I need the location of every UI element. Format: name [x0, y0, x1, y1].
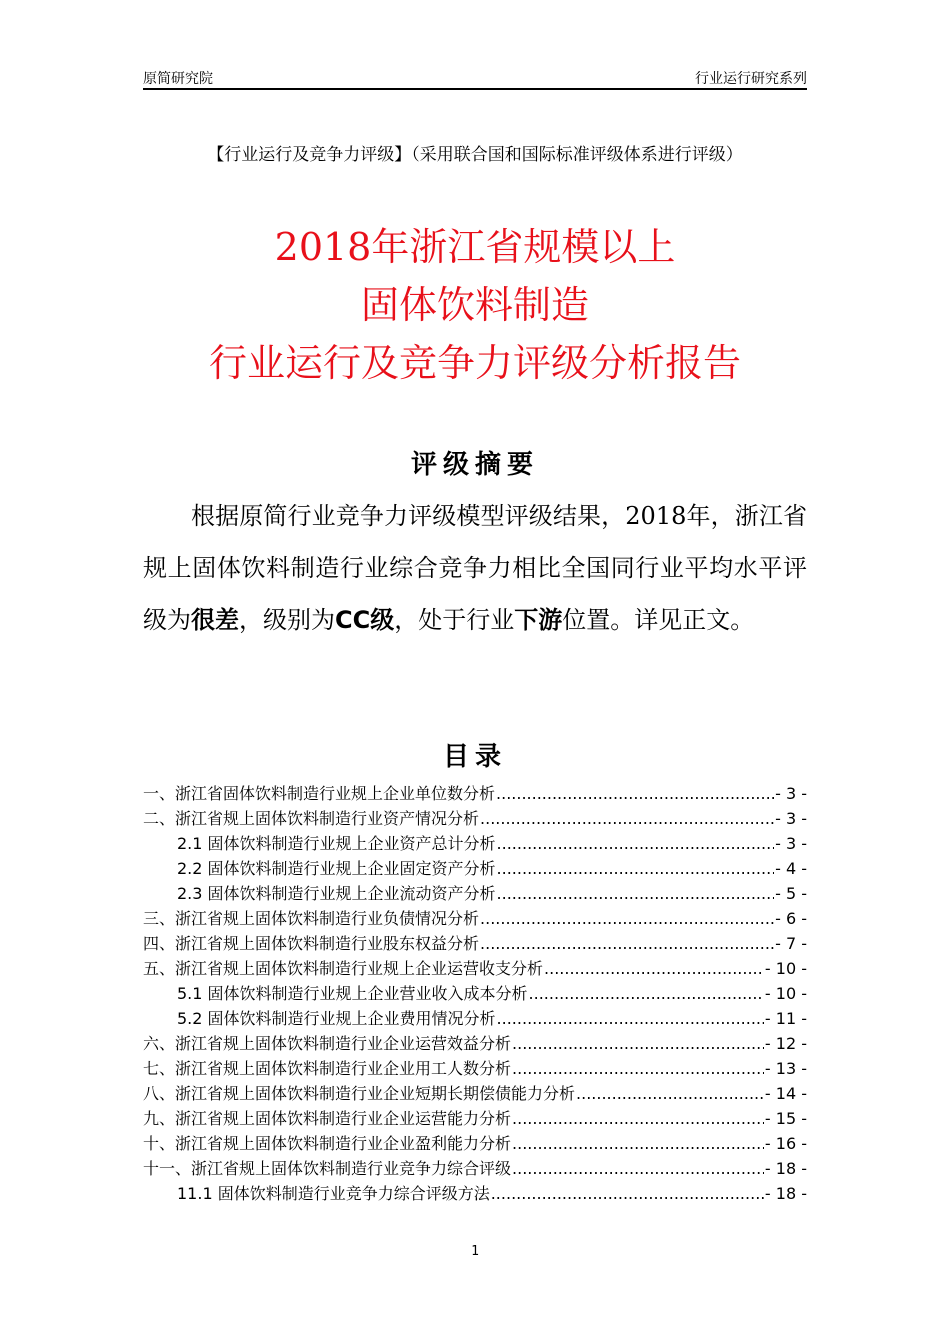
toc-item[interactable]: 三、浙江省规上固体饮料制造行业负债情况分析 ..... - 6 - [143, 906, 807, 931]
title-line-3: 行业运行及竞争力评级分析报告 [208, 341, 741, 385]
toc-leader [512, 1156, 764, 1181]
toc-item[interactable]: 十、浙江省规上固体饮料制造行业企业盈利能力分析 ..... - 16 - [143, 1131, 807, 1156]
toc-item[interactable]: 11.1 固体饮料制造行业竞争力综合评级方法 ..... - 18 - [143, 1181, 807, 1206]
toc-item[interactable]: 二、浙江省规上固体饮料制造行业资产情况分析 ..... - 3 - [143, 806, 807, 831]
toc-item[interactable]: 2.2 固体饮料制造行业规上企业固定资产分析 ..... - 4 - [143, 856, 807, 881]
toc-item[interactable]: 五、浙江省规上固体饮料制造行业规上企业运营收支分析 ..... - 10 - [143, 956, 807, 981]
toc-item[interactable]: 六、浙江省规上固体饮料制造行业企业运营效益分析 ..... - 12 - [143, 1031, 807, 1056]
toc-item[interactable]: 2.1 固体饮料制造行业规上企业资产总计分析 ..... - 3 - [143, 831, 807, 856]
summary-text-2: ，级别为 [239, 606, 335, 634]
toc-leader [497, 881, 775, 906]
summary-text-4: 位置。详见正文。 [562, 606, 755, 634]
toc-leader [480, 806, 774, 831]
toc-leader [576, 1081, 764, 1106]
page-number: 1 [471, 1244, 479, 1259]
publisher-name: 原简研究院 [143, 71, 213, 87]
series-name: 行业运行研究系列 [695, 71, 807, 87]
toc-item[interactable]: 一、浙江省固体饮料制造行业规上企业单位数分析 ..... - 3 - [143, 781, 807, 806]
toc-leader [497, 856, 775, 881]
title-line-1: 2018年浙江省规模以上 [274, 225, 676, 269]
rating-grade: CC级 [335, 606, 395, 634]
toc-item[interactable]: 四、浙江省规上固体饮料制造行业股东权益分析 ..... - 7 - [143, 931, 807, 956]
toc-leader [496, 781, 774, 806]
toc-leader [480, 906, 774, 931]
page-header [143, 66, 807, 90]
toc-item[interactable]: 九、浙江省规上固体饮料制造行业企业运营能力分析 ..... - 15 - [143, 1106, 807, 1131]
toc-leader [512, 1056, 764, 1081]
toc-item[interactable]: 5.2 固体饮料制造行业规上企业费用情况分析 ..... - 11 - [143, 1006, 807, 1031]
toc-leader [512, 1031, 764, 1056]
toc-item[interactable]: 2.3 固体饮料制造行业规上企业流动资产分析 ..... - 5 - [143, 881, 807, 906]
toc-item[interactable]: 十一、浙江省规上固体饮料制造行业竞争力综合评级 ..... - 18 - [143, 1156, 807, 1181]
toc-leader [480, 931, 774, 956]
industry-position: 下游 [514, 606, 563, 634]
toc-leader [512, 1131, 764, 1156]
toc-leader [544, 956, 764, 981]
summary-text-3: ，处于行业 [394, 606, 515, 634]
toc-item[interactable]: 七、浙江省规上固体饮料制造行业企业用工人数分析 ..... - 13 - [143, 1056, 807, 1081]
toc-leader [497, 1006, 764, 1031]
toc-leader [491, 1181, 764, 1206]
toc-leader [529, 981, 764, 1006]
toc-item[interactable]: 5.1 固体饮料制造行业规上企业营业收入成本分析 ..... - 10 - [143, 981, 807, 1006]
summary-paragraph [143, 490, 807, 646]
rating-word: 很差 [191, 606, 239, 634]
summary-text-1: 根据原简行业竞争力评级模型评级结果，2018年，浙江省规上固体饮料制造行业综合竞争力相比全国同行业平均水平评级为 [143, 502, 807, 634]
toc-heading: 目录 [442, 742, 507, 772]
table-of-contents [143, 781, 807, 1206]
toc-leader [512, 1106, 764, 1131]
toc-leader [497, 831, 775, 856]
rating-subtitle: 【行业运行及竞争力评级】（采用联合国和国际标准评级体系进行评级） [207, 145, 743, 165]
toc-item[interactable]: 八、浙江省规上固体饮料制造行业企业短期长期偿债能力分析 ..... - 14 - [143, 1081, 807, 1106]
summary-heading: 评级摘要 [410, 450, 539, 480]
report-title [143, 218, 807, 392]
title-line-2: 固体饮料制造 [360, 283, 589, 327]
